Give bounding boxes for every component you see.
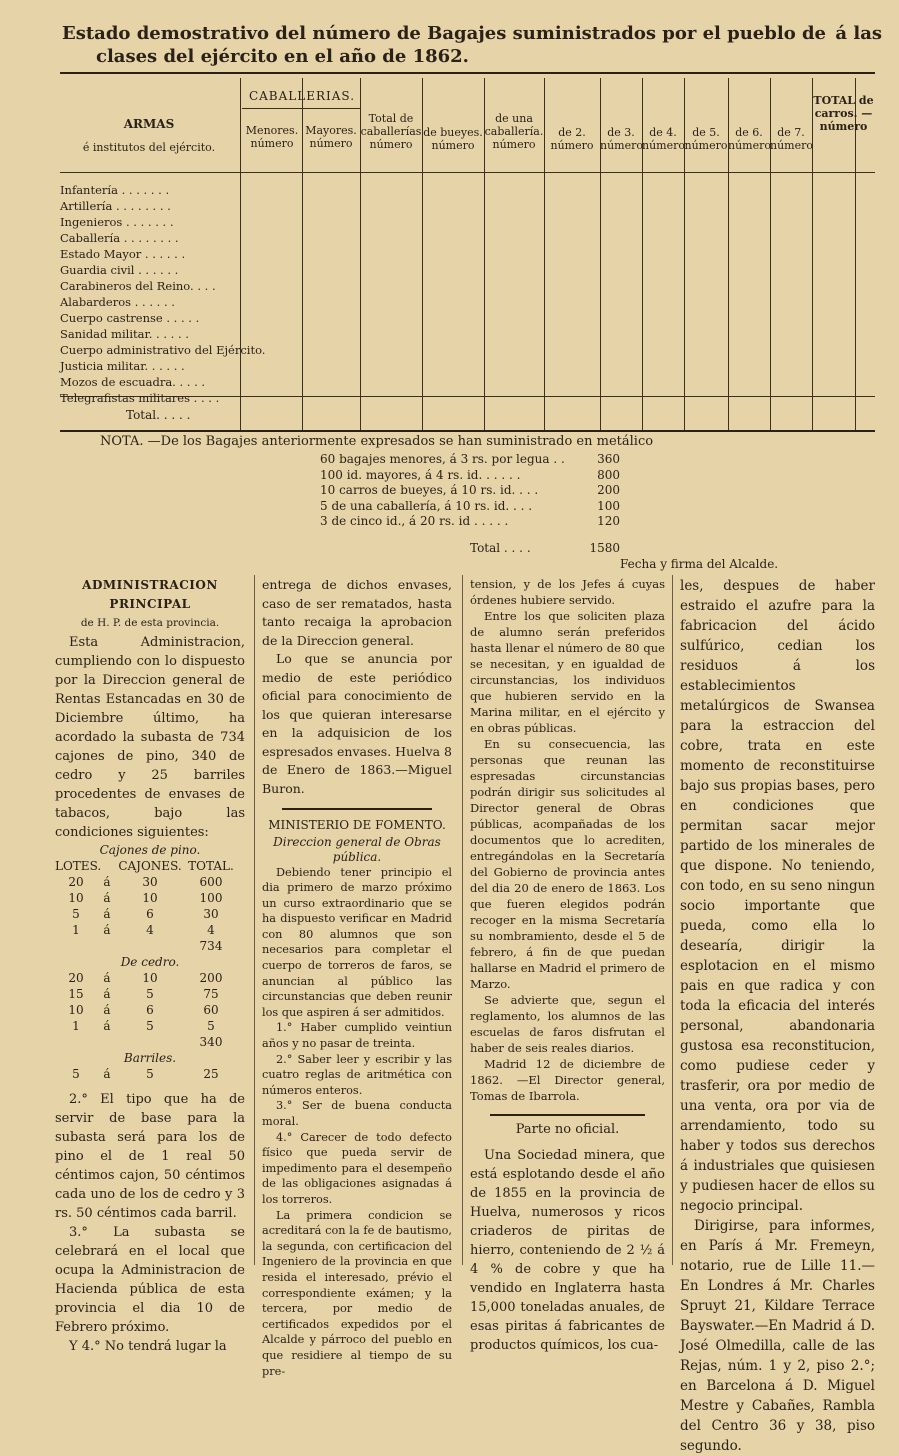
subtable-pino xyxy=(55,858,245,954)
title-line-2: clases del ejército en el año de 1862. xyxy=(96,46,469,67)
caballerias-header: CABALLERIAS. xyxy=(248,89,356,103)
col-header: de bueyes. número xyxy=(423,126,483,152)
paragraph: Se advierte que, segun el reglamento, los alumnos de las escuelas de faros disfrutan el haber de seis reales diarios. xyxy=(470,993,665,1055)
cell: 5 xyxy=(146,1067,154,1081)
paragraph: 4.° Carecer de todo defecto físico que pueda servir de impedimento para el desempeño de las obligaciones asignadas á los torreros. xyxy=(262,1130,452,1206)
subtable-row xyxy=(55,906,245,922)
section-sub: pública. xyxy=(332,849,382,864)
table-row: Estado Mayor . . . . . . xyxy=(60,247,186,261)
subtable-col: CAJONES. xyxy=(118,859,182,873)
cell: 734 xyxy=(199,939,223,953)
page-title xyxy=(62,22,882,68)
paragraph: 2.° Saber leer y escribir y las cuatro reglas de aritmética con números enteros. xyxy=(262,1052,452,1097)
paragraph: Entre los que soliciten plaza de alumno serán preferidos hasta llenar el número de 80 que se necesitan, y en igualdad de circunstancias, los individuos que hubieren servido en la Marina militar, en el ejército y en obras públicas. xyxy=(470,609,665,735)
title-line-1 xyxy=(62,22,882,45)
subtable-row xyxy=(55,1066,245,1082)
subtable-row xyxy=(55,1018,245,1034)
subtable-total xyxy=(55,938,245,954)
cell: 20 xyxy=(68,875,84,889)
cell: 100 xyxy=(199,891,223,905)
section-heading: Parte no oficial. xyxy=(515,1122,620,1137)
subtable-cedro xyxy=(55,970,245,1050)
nota-total xyxy=(470,541,620,555)
subtable-row xyxy=(55,922,245,938)
cell: 5 xyxy=(146,987,154,1001)
cell: 30 xyxy=(203,907,219,921)
col-header: de 3. número xyxy=(600,126,643,152)
nota-total-label: Total . . . . xyxy=(470,541,531,555)
fecha-firma: Fecha y firma del Alcalde. xyxy=(620,557,779,571)
column-1 xyxy=(55,576,245,1356)
subtable-row xyxy=(55,1002,245,1018)
table-row: Artillería . . . . . . . . xyxy=(60,199,171,213)
col-header-total: TOTAL de carros. — número xyxy=(813,94,874,133)
paragraph: tension, y de los Jefes á cuyas órdenes hubiere servido. xyxy=(470,577,665,607)
header-rule xyxy=(60,172,875,173)
section-heading: ADMINISTRACION PRINCIPAL xyxy=(82,578,218,611)
subtable-row xyxy=(55,890,245,906)
col-header: de 2. número xyxy=(550,126,594,152)
cell: 4 xyxy=(207,923,215,937)
nota-item xyxy=(320,514,620,530)
paragraph: Dirigirse, para informes, en París á Mr. Fremeyn, notario, rue de Lille 11.— En Londres á Mr. Charles Spruyt 21, Kildare Terrace Bayswater.—En Madrid á D. José Olmedilla, calle de las Rejas, núm. 1 y 2, piso 2.°; en Barcelona á D. Miguel Mestre y Cabañes, Rambla del Centro 36 y 38, piso segundo. xyxy=(680,1218,875,1454)
table-vline xyxy=(240,78,241,430)
nota-text: NOTA. —De los Bagajes anteriormente expresados se han suministrado en metálico xyxy=(100,434,654,449)
armas-sub: é institutos del ejército. xyxy=(82,141,216,154)
nota-value: 100 xyxy=(597,498,620,513)
section-rule xyxy=(282,808,432,810)
cell: á xyxy=(103,875,111,889)
cell: 10 xyxy=(142,971,158,985)
nota-value: 800 xyxy=(597,467,620,482)
table-row: Cuerpo castrense . . . . . xyxy=(60,311,200,325)
cell: 15 xyxy=(68,987,84,1001)
subtable-title: Barriles. xyxy=(123,1051,177,1065)
cell: á xyxy=(103,891,111,905)
caballerias-rule xyxy=(242,108,360,109)
cell: á xyxy=(103,907,111,921)
cell: 75 xyxy=(203,987,219,1001)
cell: 200 xyxy=(199,971,223,985)
subtable-total xyxy=(55,1034,245,1050)
subtable-barriles xyxy=(55,1066,245,1082)
col-header: Menores. número xyxy=(245,124,299,150)
nota-total-value: 1580 xyxy=(589,541,620,555)
paragraph: Lo que se anuncia por medio de este periódico oficial para conocimiento de los que quieran interesarse en la adquisicion de los espresados envases. Huelva 8 de Enero de 1863.—Miguel Buron. xyxy=(262,651,452,796)
table-row: Justicia militar. . . . . . xyxy=(60,359,185,373)
subtable-title: Cajones de pino. xyxy=(99,843,201,857)
cell: 5 xyxy=(72,1067,80,1081)
column-3 xyxy=(470,576,665,1355)
cell: 10 xyxy=(68,1003,84,1017)
col-header: de 7. número xyxy=(770,126,813,152)
col-header: de 6. número xyxy=(728,126,771,152)
table-bottom-rule xyxy=(60,430,875,432)
table-row: Infantería . . . . . . . xyxy=(60,183,170,197)
cell: 1 xyxy=(72,923,80,937)
table-row: Caballería . . . . . . . . xyxy=(60,231,179,245)
title-right: á las xyxy=(835,23,882,44)
subtable-col: LOTES. xyxy=(55,859,102,873)
table-row: Ingenieros . . . . . . . xyxy=(60,215,174,229)
cell: 1 xyxy=(72,1019,80,1033)
subtable-col: TOTAL. xyxy=(188,859,234,873)
cell: 6 xyxy=(146,1003,154,1017)
table-row: Mozos de escuadra. . . . . xyxy=(60,375,206,389)
cell: 20 xyxy=(68,971,84,985)
cell: á xyxy=(103,1003,111,1017)
nota-desc: 100 id. mayores, á 4 rs. id. . . . . . xyxy=(320,467,521,482)
subtable-row xyxy=(55,986,245,1002)
col-header: Total de caballerías número xyxy=(360,112,422,151)
column-rule xyxy=(254,575,255,1265)
table-row: Sanidad militar. . . . . . xyxy=(60,327,189,341)
nota-list xyxy=(320,452,620,530)
paragraph: entrega de dichos envases, caso de ser rematados, hasta tanto recaiga la aprobacion de la Direccion general. xyxy=(262,577,452,648)
paragraph: Esta Administracion, cumpliendo con lo dispuesto por la Direccion general de Rentas Estancadas en 30 de Diciembre último, ha acordado la subasta de 734 cajones de pino, 340 de cedro y 25 barriles procedentes de envases de tabacos, bajo las condiciones siguientes: xyxy=(55,635,245,840)
column-rule xyxy=(672,575,673,1265)
cell: 10 xyxy=(142,891,158,905)
column-4 xyxy=(680,576,875,1456)
nota-item xyxy=(320,483,620,499)
paragraph: Una Sociedad minera, que está esplotando desde el año de 1855 en la provincia de Huelva, numerosos y ricos criaderos de piritas de hierro, conteniendo de 2 ½ á 4 % de cobre y que ha vendido en Inglaterra hasta 15,000 toneladas anuales, de esas piritas á fabricantes de productos químicos, los cua- xyxy=(470,1148,665,1353)
table-row: Alabarderos . . . . . . xyxy=(60,295,175,309)
cell: 340 xyxy=(199,1035,223,1049)
subtable-row xyxy=(55,970,245,986)
paragraph: 2.° El tipo que ha de servir de base para la subasta será para los de pino el de 1 real 50 céntimos cajon, 50 céntimos cada uno de los de cedro y 3 rs. 50 céntimos cada barril. xyxy=(55,1092,245,1221)
paragraph: Madrid 12 de diciembre de 1862. —El Director general, Tomas de Ibarrola. xyxy=(470,1057,665,1103)
paragraph: 3.° Ser de buena conducta moral. xyxy=(262,1099,452,1128)
cell: 30 xyxy=(142,875,158,889)
col-header: de 5. número xyxy=(684,126,728,152)
nota-desc: 10 carros de bueyes, á 10 rs. id. . . . xyxy=(320,483,539,497)
cell: á xyxy=(103,1019,111,1033)
nota-value: 120 xyxy=(597,514,620,528)
column-2 xyxy=(262,576,452,1379)
section-sub: de H. P. de esta provincia. xyxy=(80,617,220,629)
paragraph: En su consecuencia, las personas que reunan las espresadas circunstancias podrán dirigir sus solicitudes al Director general de Obras públicas, acompañadas de los documentos que lo acrediten, entregándolas en la Secretaría del Gobierno de provincia antes del dia 20 de enero de 1863. Los que fueren elegidos podrán recoger en la misma Secretaría su nombramiento, desde el 5 de febrero, á fin de que puedan hallarse en Madrid el primero de Marzo. xyxy=(470,737,665,991)
subtable-header xyxy=(55,858,245,874)
cell: 4 xyxy=(146,923,154,937)
cell: 5 xyxy=(72,907,80,921)
table-row: Telegrafistas militares . . . . xyxy=(60,391,220,405)
table-total-label: Total. . . . . xyxy=(126,408,191,422)
nota-item xyxy=(320,468,620,484)
col-header: de 4. número xyxy=(642,126,685,152)
cell: á xyxy=(103,923,111,937)
cell: 600 xyxy=(199,875,223,889)
paragraph: les, despues de haber estraido el azufre para la fabricacion del ácido sulfúrico, cedian los residuos á los establecimientos metalúrgicos de Swansea para la estraccion del cobre, trata en este momento de reconstituirse bajo sus propias bases, pero en condiciones que permitan sacar mejor partido de los minerales de que dispone. No teniendo, con todo, en su seno ningun socio importante que pueda, como ella lo desearía, dirigir la esplotacion en el mismo pais en que radica y con toda la eficacia del interés personal, abandonaria gustosa esa reconstitucion, como pudiese ceder y trasferir, ora por medio de una venta, ora por via de arrendamiento, todo su haber y todos sus derechos á industriales que quisiesen y pudiesen hacer de ellos su negocio principal. xyxy=(680,578,875,1214)
paragraph: Y 4.° No tendrá lugar la xyxy=(69,1339,227,1354)
cell: á xyxy=(103,971,111,985)
title-rule xyxy=(60,72,875,74)
nota-value: 360 xyxy=(597,452,620,466)
section-sub: Direccion general de Obras xyxy=(273,834,441,849)
nota-item xyxy=(320,452,620,468)
cell: 5 xyxy=(146,1019,154,1033)
column-rule xyxy=(462,575,463,1265)
nota-value: 200 xyxy=(597,483,620,497)
subtable-title: De cedro. xyxy=(120,955,180,969)
nota-item xyxy=(320,499,620,515)
cell: á xyxy=(103,987,111,1001)
table-row: Carabineros del Reino. . . . xyxy=(60,279,216,293)
paragraph: 1.° Haber cumplido veintiun años y no pasar de treinta. xyxy=(262,1021,452,1051)
paragraph: Debiendo tener principio el dia primero de marzo próximo un curso extraordinario que se ha dispuesto verificar en Madrid con 80 alumnos que son necesarios para completar el cuerpo de torreros de faros, se anuncian al público las circunstancias que deben reunir los que aspiren á ser admitidos. xyxy=(262,865,452,1019)
cell: 25 xyxy=(203,1067,219,1081)
cell: á xyxy=(103,1067,111,1081)
paragraph: 3.° La subasta se celebrará en el local que ocupa la Administracion de Hacienda pública de esta provincia el dia 10 de Febrero próximo. xyxy=(55,1225,245,1335)
cell: 10 xyxy=(68,891,84,905)
subtable-row xyxy=(55,874,245,890)
table-row: Guardia civil . . . . . . xyxy=(60,263,179,277)
table-row: Cuerpo administrativo del Ejército. xyxy=(60,343,266,357)
section-rule xyxy=(490,1114,645,1116)
bagajes-table xyxy=(60,78,875,430)
paragraph: La primera condicion se acreditará con la fe de bautismo, la segunda, con certificacion del Ingeniero de la provincia en que resida el interesado, prévio el correspondiente exámen; y la tercera, por medio de certificados expedidos por el Alcalde y párroco del pueblo en que residiere al tiempo de su pre- xyxy=(262,1208,452,1378)
section-heading: MINISTERIO DE FOMENTO. xyxy=(268,818,446,832)
cell: 60 xyxy=(203,1003,219,1017)
col-header: de una caballería. número xyxy=(484,112,544,151)
armas-title: ARMAS xyxy=(123,117,175,131)
cell: 5 xyxy=(207,1019,215,1033)
cell: 6 xyxy=(146,907,154,921)
title-text-1: Estado demostrativo del número de Bagajes suministrados por el pueblo de xyxy=(62,23,826,44)
nota-desc: 60 bagajes menores, á 3 rs. por legua . . xyxy=(320,452,565,466)
armas-header xyxy=(60,118,238,154)
nota-desc: 5 de una caballería, á 10 rs. id. . . . xyxy=(320,498,533,513)
col-header: Mayores. número xyxy=(305,124,357,150)
nota-desc: 3 de cinco id., á 20 rs. id . . . . . xyxy=(320,514,509,528)
table-rows xyxy=(60,182,266,406)
